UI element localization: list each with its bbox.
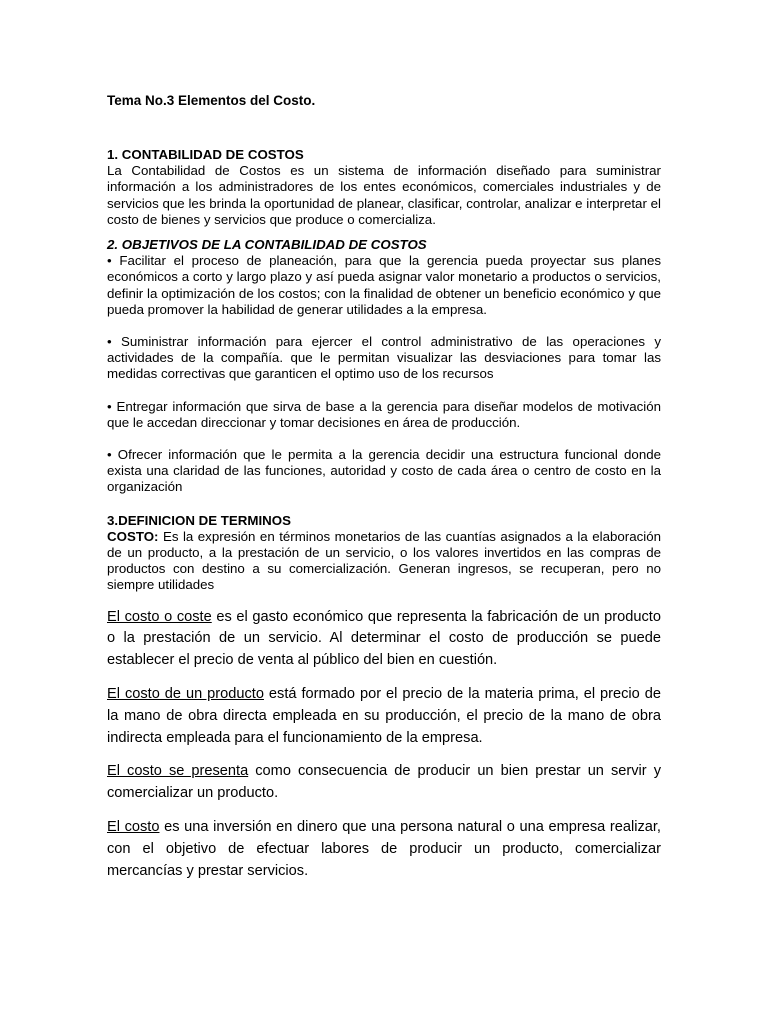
paragraph-text-3: como consecuencia de producir un bien prestar un servir y comercializar un producto. — [107, 763, 661, 802]
document-title: Tema No.3 Elementos del Costo. — [107, 93, 316, 108]
paragraph-costo-se-presenta — [107, 761, 661, 805]
section-contabilidad-de-costos — [107, 147, 661, 228]
section-body-1: La Contabilidad de Costos es un sistema de información diseñado para suministrar información a los administradores de los entes económicos, comerciales industriales y de servicios que les brinda la oportunidad de planear, clasificar, controlar, analizar e interpretar el costo de bienes y servicios que produce o comercializa. — [107, 163, 661, 227]
paragraph-el-costo — [107, 817, 661, 882]
underlined-lead-1: El costo o coste — [107, 608, 212, 625]
section-objetivos — [107, 237, 661, 496]
section-heading-2: 2. OBJETIVOS DE LA CONTABILIDAD DE COSTOS — [107, 237, 427, 253]
paragraph-text-1: es el gasto económico que representa la fabricación de un producto o la prestación de un servicio. Al determinar el costo de producción se puede establecer el precio de venta al público del bien en cuestión. — [107, 608, 661, 669]
costo-definition — [107, 529, 661, 594]
paragraph-text-2: está formado por el precio de la materia prima, el precio de la mano de obra directa empleada en su producción, el precio de la mano de obra indirecta empleada para el funcionamiento de la empresa. — [107, 686, 661, 746]
objective-bullet-4: • Ofrecer información que le permita a la gerencia decidir una estructura funcional donde exista una claridad de las funciones, autoridad y costo de cada área o centro de costo en la organización — [107, 447, 661, 495]
objective-bullet-2: • Suministrar información para ejercer el control administrativo de las operaciones y actividades de la compañía. que le permitan visualizar las desviaciones para tomar las medidas correctivas que garanticen el optimo uso de los recursos — [107, 334, 661, 382]
document-page — [107, 93, 661, 882]
underlined-lead-2: El costo de un producto — [107, 686, 264, 703]
section-heading-3: 3.DEFINICION DE TERMINOS — [107, 512, 291, 528]
objective-bullet-3: • Entregar información que sirva de base a la gerencia para diseñar modelos de motivación que le accedan direccionar y tomar decisiones en área de producción. — [107, 398, 661, 430]
underlined-lead-4: El costo — [107, 819, 160, 836]
paragraph-costo-o-coste — [107, 607, 661, 672]
section-heading-1: 1. CONTABILIDAD DE COSTOS — [107, 147, 304, 162]
section-definicion-de-terminos — [107, 513, 661, 594]
paragraph-text-4: es una inversión en dinero que una persona natural o una empresa realizar, con el objetivo de efectuar labores de producir un producto, comercializar mercancías y prestar servicios. — [107, 819, 661, 879]
costo-term: COSTO: — [107, 528, 159, 544]
underlined-lead-3: El costo se presenta — [107, 763, 249, 780]
costo-definition-text: Es la expresión en términos monetarios de las cuantías asignados a la elaboración de un producto, a la prestación de un servicio, o los valores invertidos en las compras de productos con destino a su comercialización. Generan ingresos, se recuperan, pero no siempre utilidades — [107, 528, 661, 593]
paragraph-costo-de-un-producto — [107, 684, 661, 749]
objective-bullet-1: • Facilitar el proceso de planeación, para que la gerencia pueda proyectar sus planes económicos a corto y largo plazo y así pueda asignar valor monetario a productos o servicios, definir la optimización de los costos; con la finalidad de obtener un beneficio económico y que pueda promover la habilidad de generar utilidades a la empresa. — [107, 253, 661, 317]
